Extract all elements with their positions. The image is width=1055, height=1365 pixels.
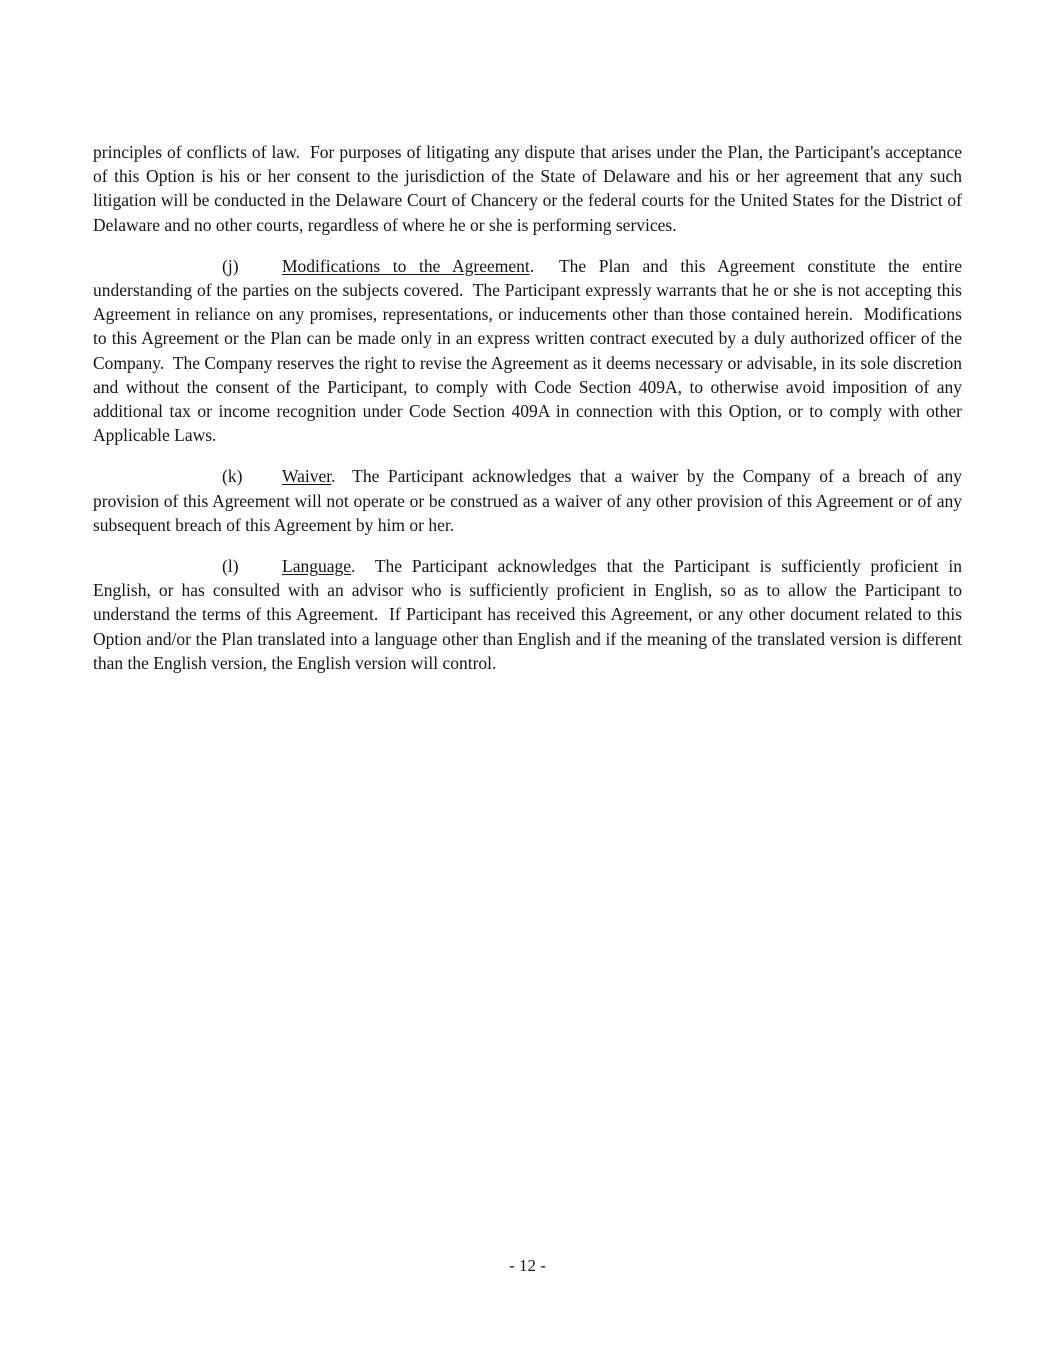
clause-k-heading: Waiver — [282, 466, 332, 487]
clause-j-label: (j) — [222, 255, 239, 276]
clause-k-label: (k) — [222, 466, 243, 487]
clause-k-body: . The Participant acknowledges that a waiver by the Company of a breach of any provision of this Agreement will not operate or be construed as a waiver of any other provision of this Agreement or of any subsequent breach of this Agreement by him or her. — [93, 466, 967, 535]
clause-l-label: (l) — [222, 556, 239, 577]
clause-j-paragraph — [93, 254, 967, 448]
clause-j-body: . The Plan and this Agreement constitute the entire understanding of the parties on the subjects covered. The Participant expressly warrants that he or she is not accepting this Agreement in reliance on any promises, representations, or inducements other than those contained herein. Modifications to this Agreement or the Plan can be made only in an express written contract executed by a duly authorized officer of the Company. The Company reserves the right to revise the Agreement as it deems necessary or advisable, in its sole discretion and without the consent of the Participant, to comply with Code Section 409A, to otherwise avoid imposition of any additional tax or income recognition under Code Section 409A in connection with this Option, or to comply with other Applicable Laws. — [93, 255, 967, 446]
clause-j-heading: Modifications to the Agreement — [282, 255, 530, 276]
clause-k-paragraph — [93, 464, 967, 537]
clause-l-heading: Language — [282, 556, 351, 577]
paragraph-continuation: principles of conflicts of law. For purposes of litigating any dispute that arises under the Plan, the Participant's acceptance of this Option is his or her consent to the jurisdiction of the State of Delaware and his or her agreement that any such litigation will be conducted in the Delaware Court of Chancery or the federal courts for the United States for the District of Delaware and no other courts, regardless of where he or she is performing services. — [93, 142, 967, 235]
clause-l-paragraph — [93, 554, 967, 675]
clause-l-body: . The Participant acknowledges that the Participant is sufficiently proficient in English, or has consulted with an advisor who is sufficiently proficient in English, so as to allow the Participant to understand the terms of this Agreement. If Participant has received this Agreement, or any other document related to this Option and/or the Plan translated into a language other than English and if the meaning of the translated version is different than the English version, the English version will control. — [93, 556, 967, 673]
page-number: - 12 - — [509, 1256, 546, 1275]
